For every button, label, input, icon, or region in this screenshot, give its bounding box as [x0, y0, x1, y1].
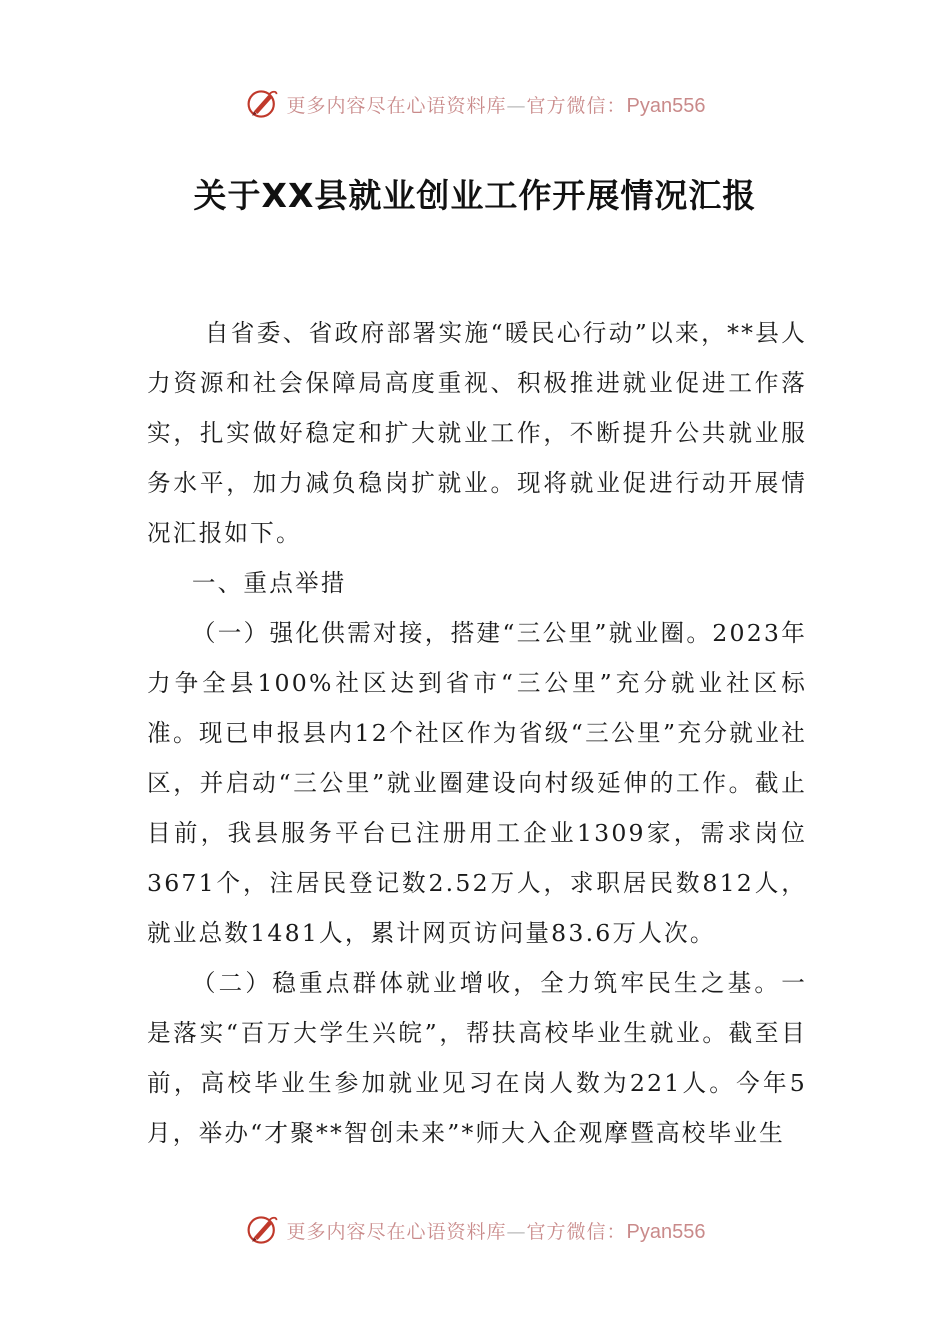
paragraph-measure-2: （二）稳重点群体就业增收，全力筑牢民生之基。一是落实“百万大学生兴皖”，帮扶高校毕业生就业。截至目前，高校毕业生参加就业见习在岗人数为221人。今年5月，举办“才聚**智创未来”*师大入企观摩暨高校毕业生 [147, 969, 807, 1147]
watermark-header [0, 84, 950, 124]
document-title: 关于XX县就业创业工作开展情况汇报 [193, 176, 757, 215]
paragraph-intro: 自省委、省政府部署实施“暖民心行动”以来，**县人力资源和社会保障局高度重视、积极推进就业促进工作落实，扎实做好稳定和扩大就业工作，不断提升公共就业服务水平，加力减负稳岗扩就业。现将就业促进行动开展情况汇报如下。 [147, 319, 807, 547]
paragraph-measure-1: （一）强化供需对接，搭建“三公里”就业圈。2023年力争全县100%社区达到省市“三公里”充分就业社区标准。现已申报县内12个社区作为省级“三公里”充分就业社区，并启动“三公里”就业圈建设向村级延伸的工作。截止目前，我县服务平台已注册用工企业1309家，需求岗位3671个，注居民登记数2.52万人，求职居民数812人，就业总数1481人，累计网页访问量83.6万人次。 [147, 619, 807, 947]
section-heading: 一、重点举措 [191, 569, 347, 597]
watermark-footer [0, 1210, 950, 1250]
watermark-text: 更多内容尽在心语资料库—官方微信：Pyan556 [286, 1220, 706, 1243]
pen-logo-icon [245, 86, 281, 122]
watermark-text: 更多内容尽在心语资料库—官方微信：Pyan556 [286, 94, 706, 117]
document-body [147, 308, 807, 1158]
pen-logo-icon [245, 1212, 281, 1248]
